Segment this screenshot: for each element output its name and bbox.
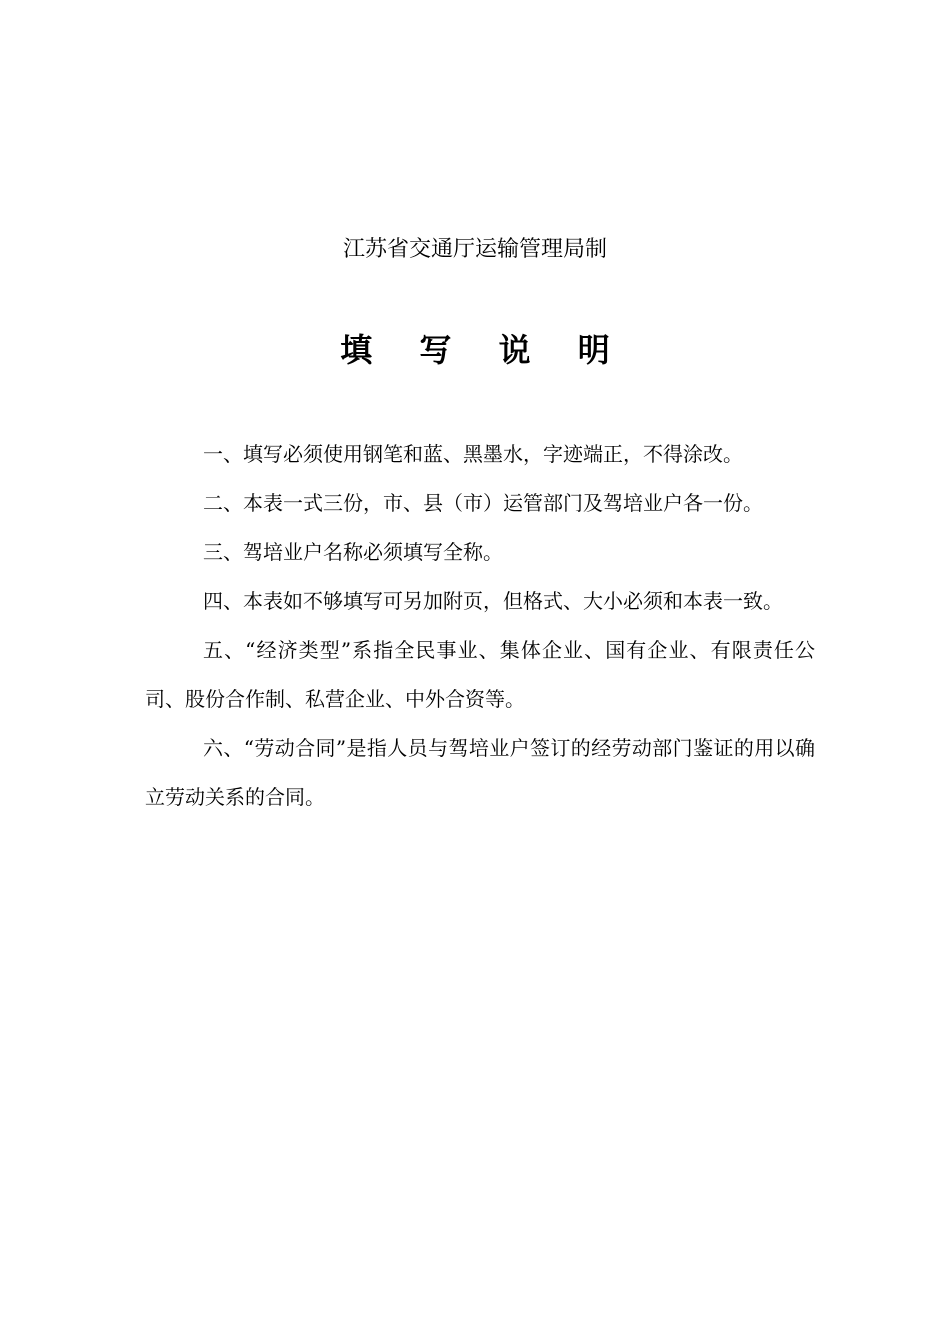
instruction-item-3: 三、驾培业户名称必须填写全称。: [203, 540, 503, 564]
instruction-item-2: 二、本表一式三份，市、县（市）运管部门及驾培业户各一份。: [203, 491, 763, 515]
issuer-line: 江苏省交通厅运输管理局制: [342, 237, 607, 262]
instructions-body: [145, 430, 815, 822]
instruction-item-1: 一、填写必须使用钢笔和蓝、黑墨水，字迹端正，不得涂改。: [203, 442, 743, 466]
instruction-item-5: 五、“经济类型”系指全民事业、集体企业、国有企业、有限责任公司、股份合作制、私营企业、中外合资等。: [145, 638, 815, 711]
instruction-item-4: 四、本表如不够填写可另加附页，但格式、大小必须和本表一致。: [203, 589, 783, 613]
instruction-item-6: 六、“劳动合同”是指人员与驾培业户签订的经劳动部门鉴证的用以确立劳动关系的合同。: [145, 736, 815, 809]
page-title: 填 写 说 明: [340, 331, 628, 369]
